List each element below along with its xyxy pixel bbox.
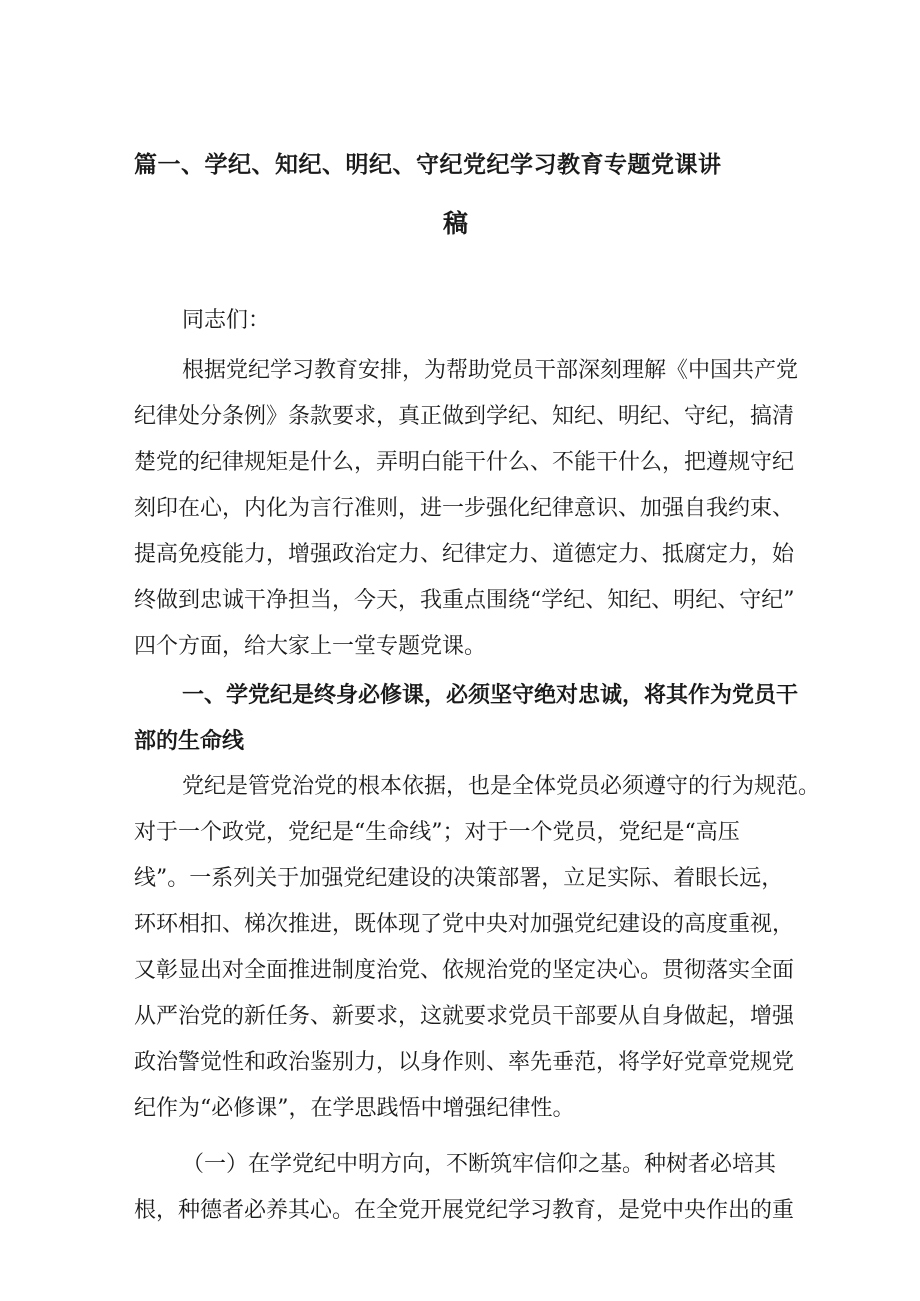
text-line: 提高免疫能力，增强政治定力、纪律定力、道德定力、抵腐定力，始 xyxy=(134,542,795,567)
text-line: 党纪是管党治党的根本依据，也是全体党员必须遵守的行为规范。 xyxy=(182,774,821,799)
document-title-line-2: 稿 xyxy=(443,209,469,238)
text-line: 对于一个政党，党纪是“生命线”；对于一个党员，党纪是“高压 xyxy=(134,820,740,845)
subsection-line: （一）在学党纪中明方向，不断筑牢信仰之基。种树者必培其 xyxy=(182,1152,777,1177)
section-heading-line: 部的生命线 xyxy=(134,728,245,754)
text-line: 政治警觉性和政治鉴别力，以身作则、率先垂范，将学好党章党规党 xyxy=(134,1050,795,1075)
text-line: 刻印在心，内化为言行准则，进一步强化纪律意识、加强自我约束、 xyxy=(134,496,795,521)
text-line: 四个方面，给大家上一堂专题党课。 xyxy=(134,634,487,659)
text-line: 终做到忠诚干净担当，今天，我重点围绕“学纪、知纪、明纪、守纪” xyxy=(134,588,795,613)
text-line: 又彰显出对全面推进制度治党、依规治党的坚定决心。贯彻落实全面 xyxy=(134,958,795,983)
document-title-line-1: 篇一、学纪、知纪、明纪、守纪党纪学习教育专题党课讲 xyxy=(134,151,722,178)
text-line: 线”。一系列关于加强党纪建设的决策部署，立足实际、着眼长远， xyxy=(134,866,784,891)
text-line: 从严治党的新任务、新要求，这就要求党员干部要从自身做起，增强 xyxy=(134,1004,795,1029)
text-line: 根据党纪学习教育安排，为帮助党员干部深刻理解《中国共产党 xyxy=(182,358,799,383)
section-heading-line: 一、学党纪是终身必修课，必须坚守绝对忠诚，将其作为党员干 xyxy=(182,682,799,708)
text-line: 根，种德者必养其心。在全党开展党纪学习教育，是党中央作出的重 xyxy=(134,1198,795,1223)
text-line: 纪作为“必修课”，在学思践悟中增强纪律性。 xyxy=(134,1096,575,1121)
text-line: 纪律处分条例》条款要求，真正做到学纪、知纪、明纪、守纪，搞清 xyxy=(134,404,795,429)
text-line: 环环相扣、梯次推进，既体现了党中央对加强党纪建设的高度重视， xyxy=(134,912,795,937)
text-line: 同志们： xyxy=(182,308,271,333)
text-line: 楚党的纪律规矩是什么，弄明白能干什么、不能干什么，把遵规守纪 xyxy=(134,450,795,475)
